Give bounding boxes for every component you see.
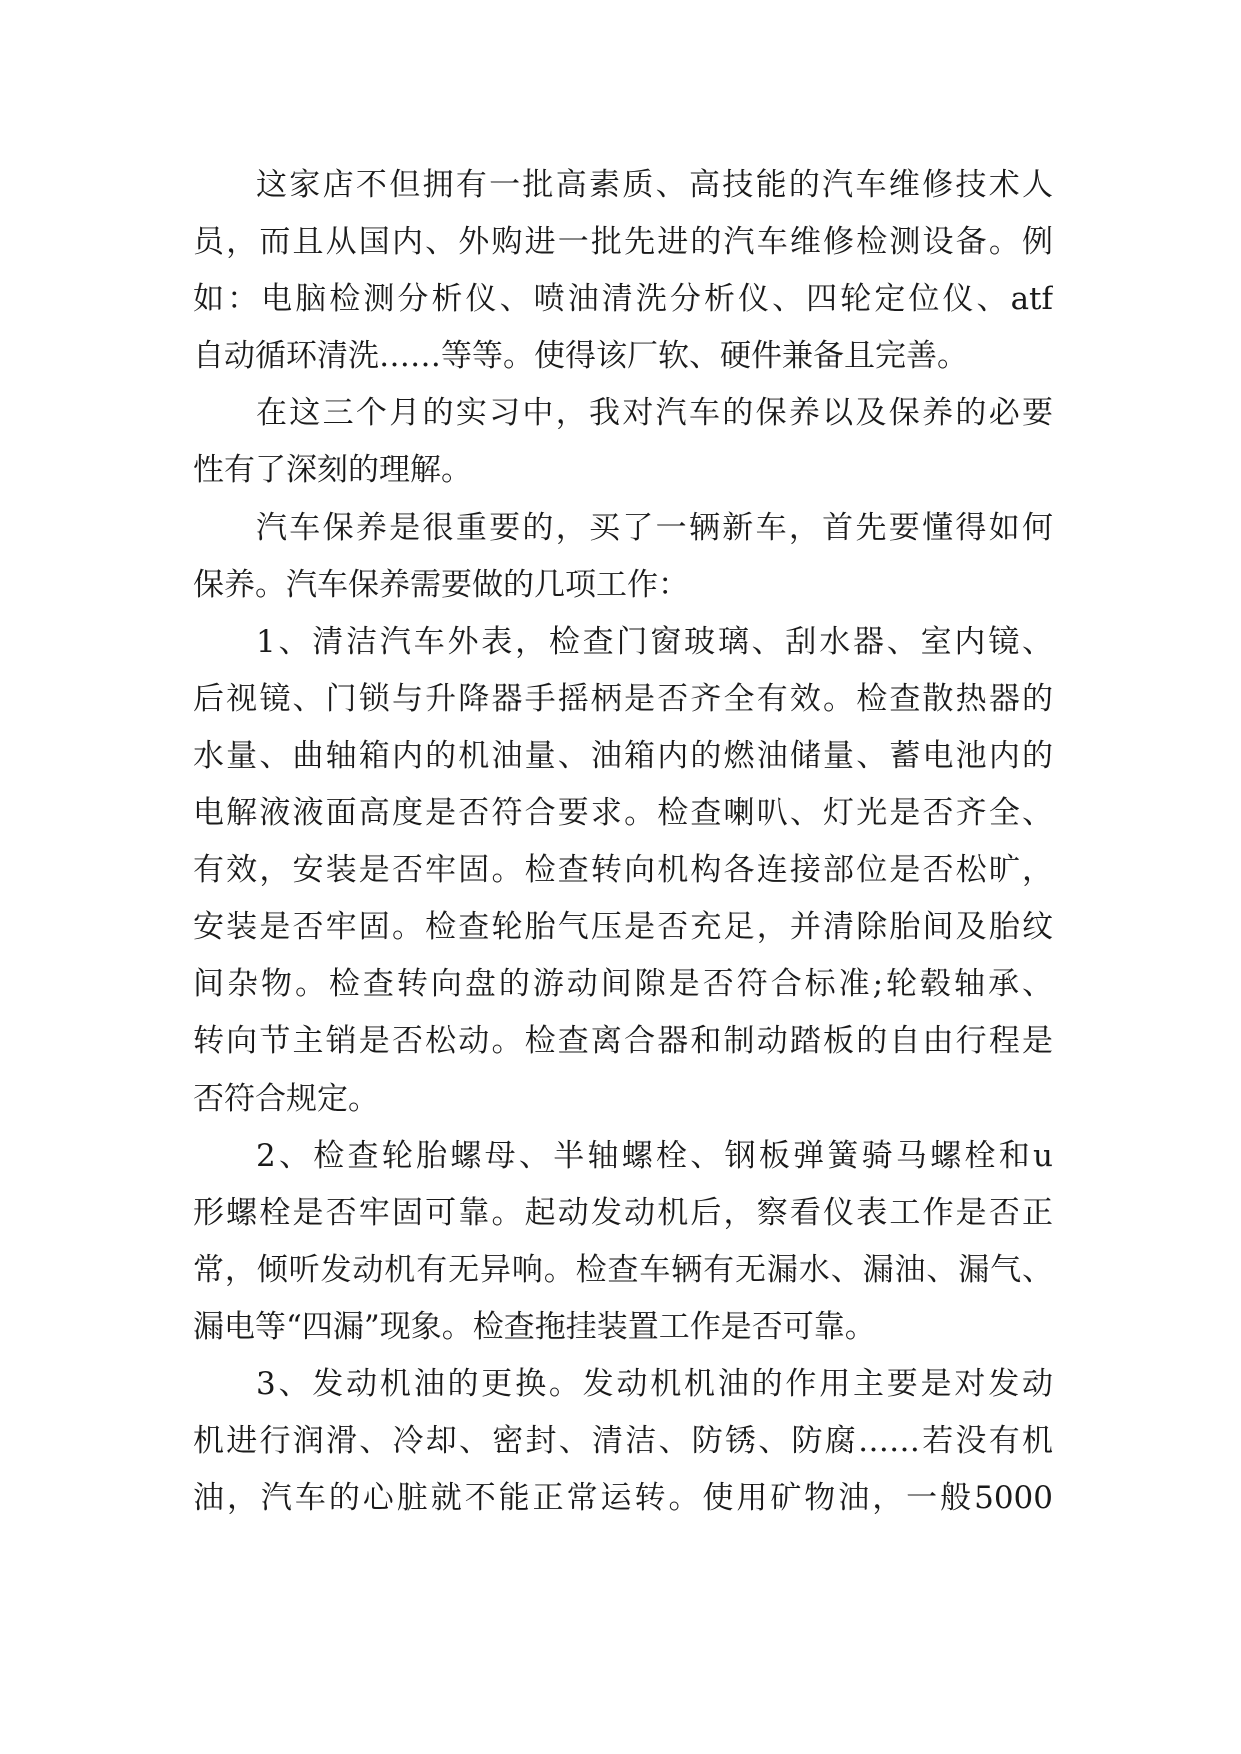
text-line: 常，倾听发动机有无异响。检查车辆有无漏水、漏油、漏气、 xyxy=(193,1251,1053,1288)
paragraph xyxy=(193,157,1053,385)
text-line: 转向节主销是否松动。检查离合器和制动踏板的自由行程是 xyxy=(193,1023,1053,1060)
text-line: 自动循环清洗……等等。使得该厂软、硬件兼备且完善。 xyxy=(193,338,968,375)
paragraph xyxy=(193,500,1053,614)
paragraph xyxy=(193,1128,1053,1356)
text-line: 安装是否牢固。检查轮胎气压是否充足，并清除胎间及胎纹 xyxy=(193,909,1053,946)
text-line: 员，而且从国内、外购进一批先进的汽车维修检测设备。例 xyxy=(193,224,1053,261)
text-line: 油，汽车的心脏就不能正常运转。使用矿物油，一般5000 xyxy=(193,1480,1053,1517)
paragraph xyxy=(193,1356,1053,1527)
text-line: 1、清洁汽车外表，检查门窗玻璃、刮水器、室内镜、 xyxy=(256,623,1053,660)
text-line: 性有了深刻的理解。 xyxy=(193,452,472,489)
text-line: 机进行润滑、冷却、密封、清洁、防锈、防腐……若没有机 xyxy=(193,1423,1053,1460)
text-line: 间杂物。检查转向盘的游动间隙是否符合标准;轮毂轴承、 xyxy=(193,966,1053,1003)
text-line: 保养。汽车保养需要做的几项工作： xyxy=(193,566,689,603)
text-line: 有效，安装是否牢固。检查转向机构各连接部位是否松旷， xyxy=(193,852,1053,889)
text-line: 漏电等“四漏”现象。检查拖挂装置工作是否可靠。 xyxy=(193,1308,876,1345)
text-line: 如：电脑检测分析仪、喷油清洗分析仪、四轮定位仪、atf xyxy=(193,281,1053,318)
text-line: 后视镜、门锁与升降器手摇柄是否齐全有效。检查散热器的 xyxy=(193,680,1053,717)
text-line: 在这三个月的实习中，我对汽车的保养以及保养的必要 xyxy=(256,395,1053,432)
text-line: 形螺栓是否牢固可靠。起动发动机后，察看仪表工作是否正 xyxy=(193,1194,1053,1231)
text-line: 这家店不但拥有一批高素质、高技能的汽车维修技术人 xyxy=(256,167,1053,203)
document-body xyxy=(193,157,1053,1527)
text-line: 3、发动机油的更换。发动机机油的作用主要是对发动 xyxy=(256,1365,1053,1402)
text-line: 2、检查轮胎螺母、半轴螺栓、钢板弹簧骑马螺栓和u xyxy=(256,1137,1053,1174)
paragraph xyxy=(193,614,1053,1128)
text-line: 汽车保养是很重要的，买了一辆新车，首先要懂得如何 xyxy=(256,509,1053,546)
text-line: 水量、曲轴箱内的机油量、油箱内的燃油储量、蓄电池内的 xyxy=(193,737,1053,774)
text-line: 否符合规定。 xyxy=(193,1080,379,1117)
text-line: 电解液液面高度是否符合要求。检查喇叭、灯光是否齐全、 xyxy=(193,795,1053,832)
paragraph xyxy=(193,385,1053,499)
